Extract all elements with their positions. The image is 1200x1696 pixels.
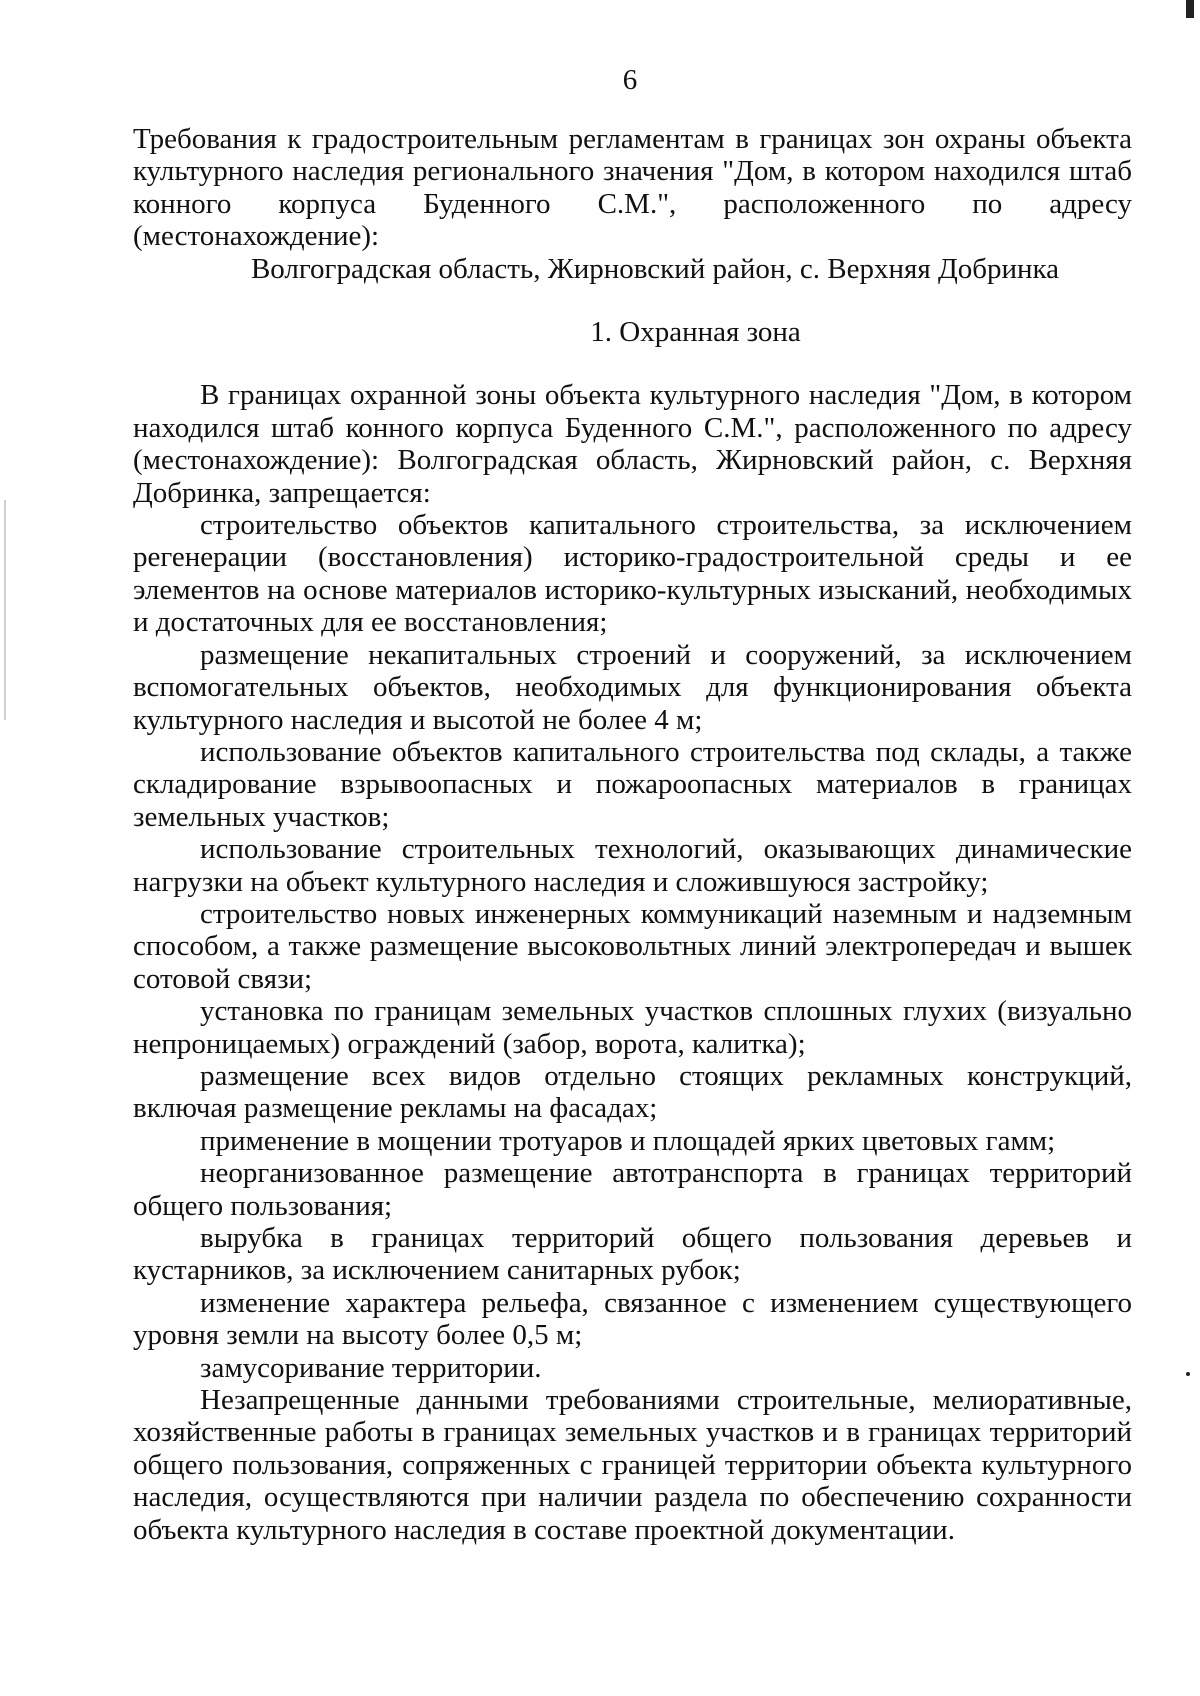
scan-artifact-line (4, 500, 6, 720)
document-title (133, 123, 1132, 285)
scan-artifact-mark (1186, 0, 1194, 18)
prohibition-item: использование объектов капитального строительства под склады, а также складирование взрывоопасных и пожароопасных материалов в границах земельных участков; (133, 735, 1132, 833)
prohibition-item: строительство новых инженерных коммуникаций наземным и надземным способом, а также размещение высоковольтных линий электропередач и вышек сотовой связи; (133, 897, 1132, 995)
page-number: 6 (622, 64, 638, 96)
prohibition-item: изменение характера рельефа, связанное с изменением существующего уровня земли на высоту более 0,5 м; (133, 1286, 1132, 1352)
prohibition-item: использование строительных технологий, оказывающих динамические нагрузки на объект культурного наследия и сложившуюся застройку; (133, 833, 1132, 898)
title-line: Волгоградская область, Жирновский район, с. Верхняя Добринка (250, 252, 1060, 285)
prohibition-item: размещение всех видов отдельно стоящих рекламных конструкций, включая размещение рекламы на фасадах; (133, 1059, 1132, 1125)
closing-paragraph: Незапрещенные данными требованиями строительные, мелиоративные, хозяйственные работы в границах земельных участков и в границах территорий общего пользования, сопряженных с границей территории объекта культурного наследия, осуществляются при наличии раздела по обеспечению сохранности объекта культурного наследия в составе проектной документации. (133, 1384, 1132, 1546)
scan-artifact-dot (1186, 1372, 1190, 1376)
prohibition-item: неорганизованное размещение автотранспорта в границах территорий общего пользования; (133, 1157, 1132, 1222)
section-heading: 1. Охранная зона (590, 316, 801, 349)
prohibition-item: замусоривание территории. (200, 1351, 542, 1384)
prohibition-item: вырубка в границах территорий общего пользования деревьев и кустарников, за исключением санитарных рубок; (133, 1222, 1132, 1287)
prohibitions-list (133, 509, 1132, 1384)
prohibition-item: размещение некапитальных строений и сооружений, за исключением вспомогательных объектов, необходимых для функционирования объекта культурного наследия и высотой не более 4 м; (133, 638, 1132, 736)
prohibition-item: применение в мощении тротуаров и площадей ярких цветовых гамм; (200, 1124, 1056, 1157)
title-line: конного корпуса Буденного С.М.", расположенного по адресу (местонахождение): (133, 187, 1132, 253)
document-body (133, 123, 1132, 1546)
title-line: Требования к градостроительным регламентам в границах зон охраны объекта (133, 123, 1132, 155)
prohibition-item: строительство объектов капитального строительства, за исключением регенерации (восстановления) историко-градостроительной среды и ее элементов на основе материалов историко-культурных изысканий, необходимых и достаточных для ее восстановления; (133, 509, 1132, 639)
intro-paragraph: В границах охранной зоны объекта культурного наследия "Дом, в котором находился штаб конного корпуса Буденного С.М.", расположенного по адресу (местонахождение): Волгоградская область, Жирновский район, с. Верхняя Добринка, запрещается: (133, 379, 1132, 509)
title-line: культурного наследия регионального значения "Дом, в котором находился штаб (133, 155, 1132, 188)
prohibition-item: установка по границам земельных участков сплошных глухих (визуально непроницаемых) ограждений (забор, ворота, калитка); (133, 995, 1132, 1060)
